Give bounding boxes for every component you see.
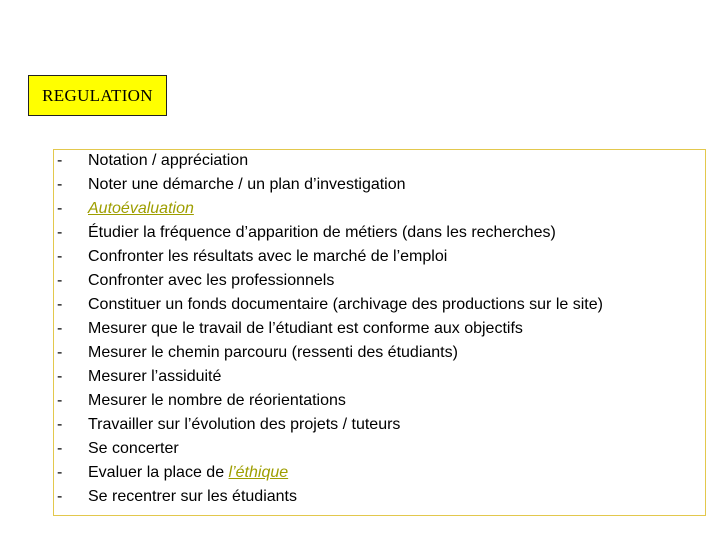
list-item-text: Mesurer l’assiduité	[88, 368, 222, 385]
bullet-dash: -	[57, 200, 63, 217]
bullet-dash: -	[57, 296, 63, 313]
list-item-text: Se recentrer sur les étudiants	[88, 488, 297, 505]
bullet-dash: -	[57, 392, 63, 409]
section-title	[28, 75, 167, 116]
list-item-text: Notation / appréciation	[88, 152, 249, 169]
bullet-dash: -	[57, 344, 63, 361]
list-item-text: Mesurer le chemin parcouru (ressenti des étudiants)	[88, 344, 458, 361]
bullet-dash: -	[57, 320, 63, 337]
bullet-dash: -	[57, 152, 63, 169]
bullet-list-panel	[53, 149, 706, 516]
list-item-text: Mesurer que le travail de l’étudiant est conforme aux objectifs	[88, 320, 523, 337]
bullet-dash: -	[57, 176, 63, 193]
list-item-text: Confronter les résultats avec le marché de l’emploi	[88, 248, 448, 265]
list-item-text: Se concerter	[88, 440, 179, 457]
list-item-text: Evaluer la place de	[88, 464, 229, 481]
list-item-text: Mesurer le nombre de réorientations	[88, 392, 346, 409]
list-item-text: Étudier la fréquence d’apparition de métiers (dans les recherches)	[88, 224, 556, 241]
section-title-text: REGULATION	[42, 85, 153, 105]
bullet-dash: -	[57, 272, 63, 289]
ethique-link[interactable]: l’éthique	[228, 464, 289, 481]
list-item-text-with-link	[88, 462, 288, 484]
bullet-dash: -	[57, 248, 63, 265]
list-item-text: Travailler sur l’évolution des projets / tuteurs	[88, 416, 401, 433]
list-item-text-highlighted: Autoévaluation	[88, 200, 194, 217]
bullet-dash: -	[57, 488, 63, 505]
list-item-text: Noter une démarche / un plan d’investigation	[88, 176, 406, 193]
list-item-text: Constituer un fonds documentaire (archivage des productions sur le site)	[88, 296, 603, 313]
bullet-dash: -	[57, 440, 63, 457]
bullet-dash: -	[57, 368, 63, 385]
bullet-dash: -	[57, 224, 63, 241]
bullet-dash: -	[57, 416, 63, 433]
list-item-text: Confronter avec les professionnels	[88, 272, 335, 289]
bullet-dash: -	[57, 464, 63, 481]
